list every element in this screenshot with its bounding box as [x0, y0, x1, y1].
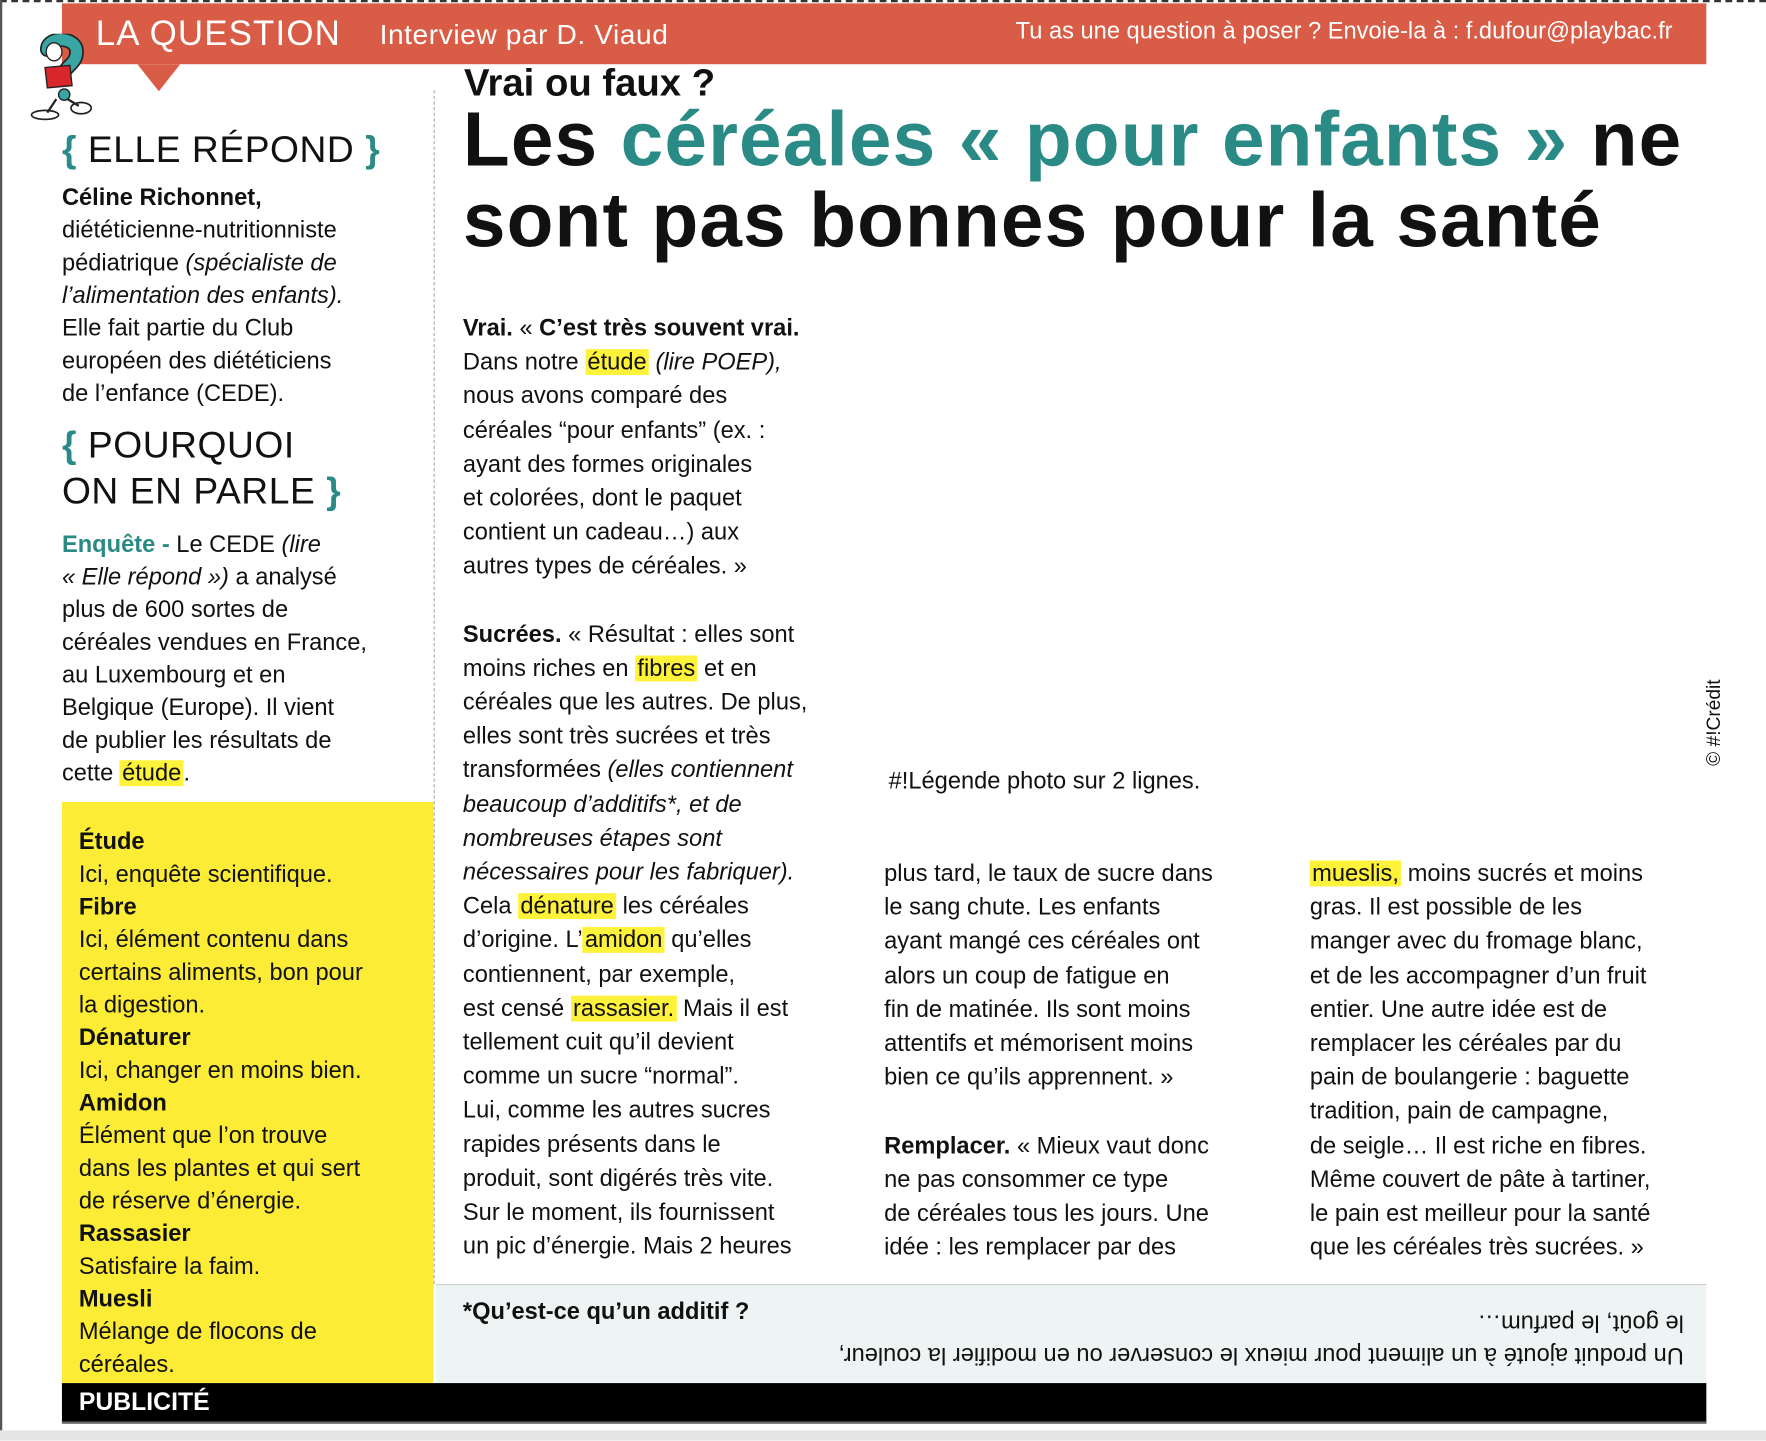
text-line	[79, 1348, 363, 1381]
text-segment: autres types de céréales. »	[462, 553, 747, 580]
text-segment: comme un sucre “normal”.	[462, 1063, 739, 1090]
text-line	[463, 516, 807, 550]
page-left-border	[0, 0, 2, 1430]
highlighted-term: rassasier.	[571, 995, 677, 1021]
text-segment: cette	[61, 760, 120, 787]
text-line	[79, 1283, 363, 1316]
text-segment: est censé	[462, 995, 571, 1022]
text-segment: tradition, pain de campagne,	[1309, 1098, 1609, 1125]
bottom-strip	[0, 1430, 1766, 1440]
text-line	[1310, 1061, 1651, 1095]
text-segment: moins sucrés et moins	[1401, 860, 1644, 887]
close-brace: }	[365, 128, 381, 171]
text-segment: de céréales tous les jours. Une	[884, 1200, 1209, 1227]
text-line	[463, 1162, 807, 1196]
text-segment: remplacer les céréales par du	[1309, 1030, 1622, 1057]
text-line	[1310, 959, 1651, 993]
text-segment: « Résultat : elles sont	[561, 621, 795, 648]
text-line	[884, 1095, 1213, 1129]
article-column-2	[884, 857, 1213, 1265]
text-segment: européen des diététiciens	[61, 348, 332, 374]
text-segment: attentifs et mémorisent moins	[884, 1030, 1194, 1057]
text-line	[62, 692, 367, 725]
text-segment: pédiatrique	[61, 250, 186, 276]
text-line	[463, 958, 807, 992]
text-line	[463, 1128, 807, 1162]
text-segment: Élément que l’on trouve	[78, 1122, 328, 1149]
text-line	[884, 925, 1213, 959]
text-segment: elles sont très sucrées et très	[462, 723, 771, 750]
text-line	[463, 1196, 807, 1230]
text-segment: céréales que les autres. De plus,	[462, 689, 808, 716]
text-segment: nous avons comparé des	[462, 383, 728, 410]
text-segment: alors un coup de fatigue en	[884, 962, 1170, 989]
additive-answer-line: Un produit ajouté à un aliment pour mieux le conserver ou en modifier la couleur,	[838, 1342, 1684, 1369]
text-line	[62, 724, 367, 757]
text-segment: Le CEDE	[176, 531, 282, 558]
elle-repond-heading	[62, 128, 380, 171]
text-line	[463, 890, 807, 924]
headline-text: ne	[1568, 96, 1683, 183]
text-segment: que les céréales très sucrées. »	[1309, 1234, 1644, 1261]
text-line	[884, 1061, 1213, 1095]
text-segment: ayant des formes originales	[462, 451, 753, 478]
text-segment: Sur le moment, ils fournissent	[462, 1199, 775, 1226]
text-segment: Dénaturer	[78, 1024, 191, 1051]
text-line	[62, 279, 343, 312]
text-line	[79, 1218, 363, 1251]
text-line	[1310, 925, 1651, 959]
text-segment: le pain est meilleur pour la santé	[1309, 1200, 1651, 1227]
text-line	[463, 822, 807, 856]
text-segment: ayant mangé ces céréales ont	[884, 928, 1200, 955]
text-line	[884, 1027, 1213, 1061]
highlighted-term: étude	[585, 349, 649, 375]
text-segment: Vrai.	[462, 315, 520, 342]
open-brace: {	[61, 423, 77, 466]
text-segment: Mélange de flocons de	[78, 1318, 317, 1345]
text-line	[1310, 857, 1651, 891]
text-segment: au Luxembourg et en	[61, 662, 286, 689]
elle-repond-label: ELLE RÉPOND	[87, 128, 355, 171]
text-segment: dans les plantes et qui sert	[78, 1155, 361, 1182]
text-segment: C’est très souvent vrai.	[539, 315, 800, 342]
text-segment: d’origine. L’	[462, 927, 583, 954]
text-segment: le sang chute. Les enfants	[884, 894, 1161, 921]
pourquoi-heading-line1	[62, 423, 295, 466]
text-line	[62, 561, 367, 594]
interviewer-credit: Interview par D. Viaud	[379, 19, 669, 51]
text-line	[62, 214, 343, 247]
text-line	[62, 757, 367, 790]
text-segment: (lire POEP),	[648, 349, 782, 376]
text-line	[1310, 1197, 1651, 1231]
text-segment: Dans notre	[462, 349, 586, 376]
text-line	[62, 247, 343, 280]
headline	[462, 96, 1683, 264]
text-line	[884, 993, 1213, 1027]
enquete-text	[62, 528, 367, 789]
text-line	[884, 1129, 1213, 1163]
text-line	[463, 788, 807, 822]
text-segment: Mais il est	[676, 995, 789, 1022]
highlighted-term: mueslis,	[1310, 860, 1401, 886]
question-mark-mascot-icon	[29, 34, 94, 122]
text-segment: .	[183, 760, 191, 787]
text-segment: nombreuses étapes sont	[462, 825, 722, 852]
banner-pointer	[137, 64, 180, 91]
text-segment: «	[519, 315, 540, 342]
text-segment: la digestion.	[78, 992, 206, 1019]
text-segment: Satisfaire la faim.	[78, 1253, 261, 1280]
headline-highlight: céréales « pour enfants »	[620, 96, 1569, 183]
text-segment: et en	[697, 655, 757, 682]
text-segment: ne pas consommer ce type	[884, 1166, 1169, 1193]
text-line	[79, 891, 363, 924]
text-segment: pain de boulangerie : baguette	[1309, 1064, 1630, 1091]
article-column-1	[463, 312, 807, 1264]
text-segment: Ici, élément contenu dans	[78, 926, 349, 953]
text-line	[79, 1120, 363, 1153]
text-segment: certains aliments, bon pour	[78, 959, 363, 986]
on-en-parle-label: ON EN PARLE	[61, 469, 316, 512]
text-line	[79, 924, 363, 957]
highlighted-term: dénature	[518, 893, 616, 919]
text-segment: et colorées, dont le paquet	[462, 485, 742, 512]
glossary-list	[79, 826, 363, 1381]
photo-caption: #!Légende photo sur 2 lignes.	[888, 768, 1201, 795]
text-line	[463, 618, 807, 652]
text-line	[463, 414, 807, 448]
text-line	[62, 181, 343, 214]
text-line	[463, 652, 807, 686]
text-line	[463, 584, 807, 618]
text-segment: de l’enfance (CEDE).	[61, 380, 285, 407]
text-line	[62, 345, 343, 378]
text-line	[1310, 1027, 1651, 1061]
text-segment: diététicienne-nutritionniste	[61, 217, 337, 244]
text-segment: les céréales	[616, 893, 749, 920]
text-segment: Amidon	[78, 1090, 167, 1117]
text-line	[62, 528, 367, 561]
text-line	[463, 992, 807, 1026]
text-segment: Même couvert de pâte à tartiner,	[1309, 1166, 1651, 1193]
text-line	[79, 989, 363, 1022]
text-line	[79, 1022, 363, 1055]
text-segment: produit, sont digérés très vite.	[462, 1165, 774, 1192]
text-line	[884, 891, 1213, 925]
text-segment: Ici, enquête scientifique.	[78, 861, 333, 888]
text-segment: manger avec du fromage blanc,	[1309, 928, 1643, 955]
advertisement-label: PUBLICITÉ	[78, 1387, 210, 1416]
text-segment: contient un cadeau…) aux	[462, 519, 740, 546]
text-segment: l’alimentation des enfants).	[61, 282, 344, 309]
section-title: LA QUESTION	[95, 13, 341, 53]
text-line	[884, 959, 1213, 993]
text-segment: fin de matinée. Ils sont moins	[884, 996, 1191, 1023]
text-segment: de publier les résultats de	[61, 727, 332, 754]
photo-credit: © #!Crédit	[1702, 679, 1725, 766]
expert-bio	[62, 181, 343, 410]
text-line	[884, 1163, 1213, 1197]
text-line	[463, 754, 807, 788]
text-segment: plus de 600 sortes de	[61, 596, 289, 623]
text-line	[463, 686, 807, 720]
text-line	[884, 1231, 1213, 1265]
text-segment: et de les accompagner d’un fruit	[1309, 962, 1647, 989]
text-segment: bien ce qu’ils apprennent. »	[884, 1064, 1174, 1091]
text-segment: Muesli	[78, 1286, 153, 1313]
text-segment: Rassasier	[78, 1220, 191, 1247]
text-segment: Céline Richonnet,	[61, 184, 262, 211]
advertisement-bar	[62, 1383, 1706, 1424]
text-line	[463, 720, 807, 754]
text-segment: Sucrées.	[462, 621, 562, 648]
text-line	[1310, 993, 1651, 1027]
text-segment: Cela	[462, 893, 519, 920]
text-segment: Lui, comme les autres sucres	[462, 1097, 771, 1124]
text-line	[79, 1054, 363, 1087]
text-line	[62, 626, 367, 659]
text-line	[79, 826, 363, 859]
text-segment: nécessaires pour les fabriquer).	[462, 859, 795, 886]
text-segment: céréales vendues en France,	[61, 629, 367, 656]
text-segment: plus tard, le taux de sucre dans	[884, 860, 1213, 887]
text-segment: Remplacer.	[884, 1132, 1011, 1159]
text-segment: céréales.	[78, 1351, 175, 1378]
text-line	[1310, 1095, 1651, 1129]
text-line	[79, 1250, 363, 1283]
text-segment: moins riches en	[462, 655, 636, 682]
text-line	[463, 1230, 807, 1264]
highlighted-term: étude	[120, 760, 184, 786]
text-line	[1310, 1231, 1651, 1265]
text-line	[884, 857, 1213, 891]
text-line	[1310, 1129, 1651, 1163]
text-line	[79, 1316, 363, 1349]
text-line	[62, 659, 367, 692]
text-segment: (lire	[281, 531, 321, 558]
text-segment: céréales “pour enfants” (ex. :	[462, 417, 766, 444]
text-line	[463, 448, 807, 482]
text-segment: Elle fait partie du Club	[61, 315, 294, 342]
text-line	[62, 594, 367, 627]
column-divider	[434, 90, 435, 1284]
text-segment: qu’elles	[664, 927, 752, 954]
text-line	[79, 956, 363, 989]
headline-line1	[462, 96, 1683, 183]
text-segment: « Mieux vaut donc	[1010, 1132, 1209, 1159]
headline-text: Les	[462, 96, 621, 183]
text-segment: gras. Il est possible de les	[1309, 894, 1583, 921]
text-segment: (elles contiennent	[607, 757, 793, 784]
highlighted-term: amidon	[583, 927, 665, 953]
text-segment: tellement cuit qu’il devient	[462, 1029, 734, 1056]
text-line	[79, 858, 363, 891]
text-line	[463, 346, 807, 380]
highlighted-term: fibres	[635, 655, 697, 681]
text-segment: (spécialiste de	[185, 250, 337, 276]
contact-line: Tu as une question à poser ? Envoie-la à : f.dufour@playbac.fr	[1015, 18, 1673, 44]
text-segment: idée : les remplacer par des	[884, 1234, 1177, 1261]
text-line	[79, 1185, 363, 1218]
close-brace: }	[326, 469, 342, 512]
text-segment: « Elle répond »)	[61, 564, 229, 591]
additive-question: *Qu’est-ce qu’un additif ?	[462, 1298, 750, 1325]
additive-answer-line: le goût, le parfum…	[1477, 1309, 1684, 1336]
article-column-3	[1310, 857, 1651, 1265]
text-line	[463, 1060, 807, 1094]
text-segment: a analysé	[228, 564, 337, 591]
text-line	[463, 1026, 807, 1060]
text-line	[62, 312, 343, 345]
text-line	[463, 482, 807, 516]
pourquoi-heading-line2	[62, 470, 341, 513]
text-segment: de seigle… Il est riche en fibres.	[1309, 1132, 1647, 1159]
text-segment: Fibre	[78, 894, 137, 921]
text-segment: Belgique (Europe). Il vient	[61, 694, 335, 721]
text-segment: Ici, changer en moins bien.	[78, 1057, 362, 1084]
text-line	[79, 1152, 363, 1185]
text-line	[463, 550, 807, 584]
text-line	[79, 1087, 363, 1120]
text-segment: rapides présents dans le	[462, 1131, 721, 1158]
headline-line2: sont pas bonnes pour la santé	[462, 177, 1603, 264]
text-line	[62, 377, 343, 410]
text-segment: Enquête -	[61, 531, 177, 558]
text-line	[463, 312, 807, 346]
text-line	[463, 380, 807, 414]
text-segment: Étude	[78, 828, 145, 855]
additive-answer-upside-down	[608, 1307, 1684, 1372]
kicker: Vrai ou faux ?	[464, 61, 716, 105]
text-line	[463, 1094, 807, 1128]
text-segment: transformées	[462, 757, 608, 784]
text-line	[463, 856, 807, 890]
pourquoi-label: POURQUOI	[87, 423, 295, 466]
text-line	[1310, 1163, 1651, 1197]
text-segment: de réserve d’énergie.	[78, 1188, 302, 1215]
text-line	[463, 924, 807, 958]
open-brace: {	[61, 128, 77, 171]
text-segment: contiennent, par exemple,	[462, 961, 736, 988]
text-segment: beaucoup d’additifs*, et de	[462, 791, 742, 818]
text-segment: entier. Une autre idée est de	[1309, 996, 1608, 1023]
text-segment: un pic d’énergie. Mais 2 heures	[462, 1233, 792, 1260]
text-line	[1310, 891, 1651, 925]
text-line	[884, 1197, 1213, 1231]
